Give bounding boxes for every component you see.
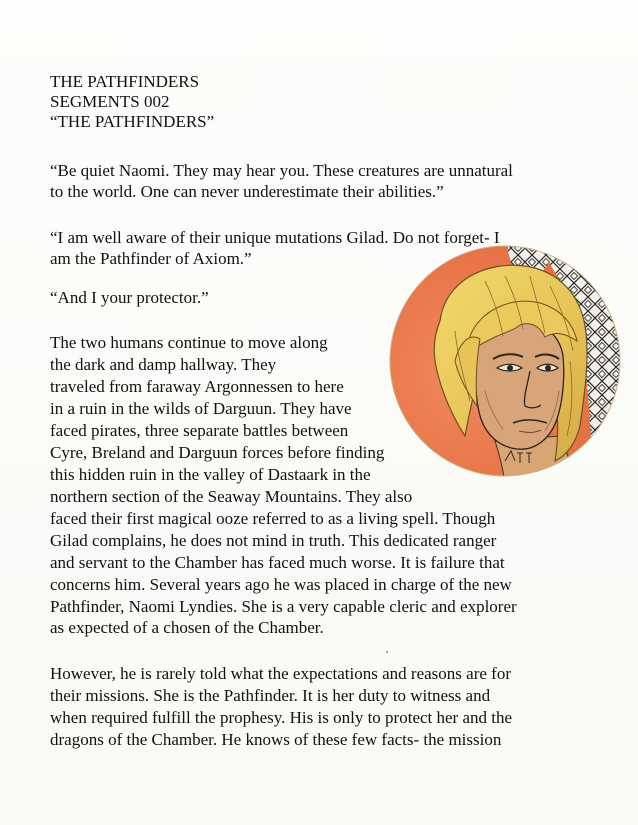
text-line: “And I your protector.” bbox=[50, 288, 209, 307]
document-subtitle: “THE PATHFINDERS” bbox=[50, 112, 215, 131]
text-line: and servant to the Chamber has faced much worse. It is failure that bbox=[50, 553, 505, 572]
text-line: concerns him. Several years ago he was placed in charge of the new bbox=[50, 575, 512, 594]
text-line: The two humans continue to move along bbox=[50, 333, 328, 352]
text-line: their missions. She is the Pathfinder. It is her duty to witness and bbox=[50, 686, 491, 705]
text-line: traveled from faraway Argonnessen to here bbox=[50, 377, 344, 396]
text-line: Pathfinder, Naomi Lyndies. She is a very capable cleric and explorer bbox=[50, 597, 517, 616]
text-line: Cyre, Breland and Darguun forces before finding bbox=[50, 443, 385, 462]
character-portrait bbox=[385, 241, 625, 481]
document-heading bbox=[50, 72, 214, 132]
document-title: THE PATHFINDERS bbox=[50, 72, 200, 91]
paper-speck bbox=[386, 651, 388, 653]
segment-label: SEGMENTS 002 bbox=[50, 92, 170, 111]
text-line: to the world. One can never underestimate their abilities.” bbox=[50, 182, 444, 201]
text-line: northern section of the Seaway Mountains. They also bbox=[50, 487, 413, 506]
text-line: Gilad complains, he does not mind in truth. This dedicated ranger bbox=[50, 531, 497, 550]
text-line: “I am well aware of their unique mutations Gilad. Do not forget- I bbox=[50, 228, 500, 247]
text-line: the dark and damp hallway. They bbox=[50, 355, 277, 374]
text-line: “Be quiet Naomi. They may hear you. These creatures are unnatural bbox=[50, 161, 513, 180]
text-line: am the Pathfinder of Axiom.” bbox=[50, 249, 252, 268]
text-line: dragons of the Chamber. He knows of these few facts- the mission bbox=[50, 730, 502, 749]
text-line: faced pirates, three separate battles between bbox=[50, 421, 349, 440]
text-line: However, he is rarely told what the expectations and reasons are for bbox=[50, 664, 511, 683]
text-line: faced their first magical ooze referred to as a living spell. Though bbox=[50, 509, 496, 528]
text-line: in a ruin in the wilds of Darguun. They have bbox=[50, 399, 352, 418]
text-line: as expected of a chosen of the Chamber. bbox=[50, 618, 324, 637]
text-line: when required fulfill the prophesy. His is only to protect her and the bbox=[50, 708, 513, 727]
text-line: this hidden ruin in the valley of Dastaark in the bbox=[50, 465, 371, 484]
